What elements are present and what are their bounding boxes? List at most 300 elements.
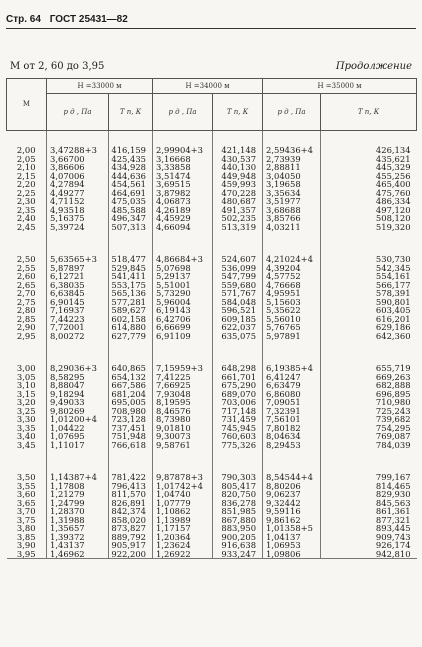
temperature-value: 465,400 [375, 179, 411, 189]
pressure-value: 9,01810 [156, 422, 191, 433]
temperature-value: 459,993 [221, 179, 257, 189]
mach-value: 3,80 [16, 523, 36, 533]
pressure-cell [263, 255, 321, 364]
pressure-cell [153, 473, 213, 559]
temperature-value: 577,281 [111, 296, 147, 307]
temperature-value: 905,917 [111, 540, 147, 550]
pressure-value: 7,93048 [156, 388, 191, 399]
mach-cell [7, 364, 47, 473]
mach-value: 2,15 [16, 170, 36, 181]
pressure-value: 8,46576 [156, 405, 191, 416]
pressure-value: 1,10862 [156, 506, 191, 516]
pressure-value: 1,11017 [50, 439, 85, 450]
temperature-cell [109, 146, 153, 255]
pressure-header: р д , Па [153, 94, 213, 131]
mach-value: 3,90 [16, 540, 36, 550]
pressure-value: 9,30073 [156, 431, 191, 441]
temperature-cell [109, 473, 153, 559]
temperature-value: 893,445 [375, 523, 411, 533]
pressure-value: 3,69515 [156, 179, 191, 189]
mach-value: 3,60 [16, 489, 36, 499]
temperature-value: 717,148 [221, 405, 257, 416]
temperature-value: 766,618 [111, 439, 147, 450]
pressure-value: 1,28370 [50, 506, 85, 516]
temperature-value: 933,247 [221, 548, 257, 559]
pressure-value: 6,63479 [266, 380, 301, 390]
pressure-value: 5,35622 [266, 305, 301, 315]
temperature-value: 480,687 [221, 196, 257, 206]
temperature-value: 648,298 [221, 363, 257, 373]
table-body [7, 131, 417, 559]
temperature-value: 430,537 [221, 153, 257, 164]
pressure-value: 3,35634 [266, 187, 301, 198]
pressure-value: 2,99904+3 [156, 145, 203, 155]
pressure-value: 1,35657 [50, 523, 85, 533]
temperature-value: 775,326 [221, 439, 257, 450]
temperature-value: 805,417 [221, 480, 257, 491]
table-row [7, 364, 417, 473]
pressure-value: 4,45929 [156, 213, 191, 223]
pressure-cell [153, 146, 213, 255]
temperature-value: 553,175 [111, 279, 147, 290]
temperature-value: 508,120 [375, 213, 411, 223]
pressure-value: 7,66925 [156, 380, 191, 390]
temperature-value: 861,361 [375, 506, 411, 516]
temperature-value: 739,682 [375, 414, 411, 424]
pressure-value: 4,27894 [50, 179, 85, 189]
mach-value: 3,25 [16, 405, 36, 416]
mach-value: 2,00 [16, 145, 36, 155]
pressure-value: 3,68688 [266, 204, 301, 215]
temperature-value: 754,295 [375, 422, 411, 433]
pressure-value: 5,51001 [156, 279, 191, 290]
temperature-cell [321, 146, 417, 255]
mach-cell [7, 146, 47, 255]
temperature-value: 845,563 [375, 497, 411, 508]
temperature-value: 900,205 [221, 531, 257, 542]
mach-value: 3,75 [16, 514, 36, 525]
pressure-value: 6,86080 [266, 388, 301, 399]
temperature-value: 616,201 [375, 313, 411, 324]
temperature-value: 635,075 [221, 330, 257, 341]
temperature-value: 470,228 [221, 187, 257, 198]
mach-value: 2,55 [16, 262, 36, 273]
mach-value: 2,75 [16, 296, 36, 307]
pressure-value: 1,23624 [156, 540, 191, 550]
temperature-value: 440,130 [221, 162, 257, 172]
temperature-header: Т п, К [321, 94, 417, 131]
pressure-value: 5,56010 [266, 313, 301, 324]
temperature-value: 922,200 [111, 548, 147, 559]
pressure-value: 3,33858 [156, 162, 191, 172]
temperature-value: 596,521 [221, 305, 257, 315]
temperature-value: 444,636 [111, 170, 147, 181]
pressure-value: 9,18294 [50, 388, 85, 399]
temperature-value: 554,161 [375, 271, 411, 281]
pressure-value: 3,51474 [156, 170, 191, 181]
temperature-value: 751,948 [111, 431, 147, 441]
pressure-value: 9,49033 [50, 397, 85, 407]
temperature-value: 502,235 [221, 213, 257, 223]
mach-value: 2,80 [16, 305, 36, 315]
pressure-value: 7,56101 [266, 414, 301, 424]
pressure-value: 5,39724 [50, 221, 85, 232]
temperature-value: 696,895 [375, 388, 411, 399]
pressure-value: 2,73939 [266, 153, 301, 164]
temperature-value: 455,256 [375, 170, 411, 181]
temperature-value: 542,345 [375, 262, 411, 273]
mach-value: 3,10 [16, 380, 36, 390]
pressure-value: 4,26189 [156, 204, 191, 215]
altitude-header-3: Н =35000 м [263, 79, 417, 94]
mach-cell [7, 473, 47, 559]
pressure-value: 6,90145 [50, 296, 85, 307]
pressure-value: 5,87897 [50, 262, 85, 273]
temperature-value: 425,435 [111, 153, 147, 164]
range-label: М от 2, 60 до 3,95 [10, 61, 105, 72]
temperature-value: 682,888 [375, 380, 411, 390]
continuation-label: Продолжение [335, 61, 412, 72]
pressure-value: 1,06953 [266, 540, 301, 550]
pressure-value: 6,91109 [156, 330, 191, 341]
pressure-value: 4,03211 [266, 221, 301, 232]
temperature-value: 829,930 [375, 489, 411, 499]
table-row [7, 255, 417, 364]
temperature-value: 781,422 [111, 472, 147, 482]
temperature-value: 518,477 [111, 254, 147, 264]
pressure-value: 5,96004 [156, 296, 191, 307]
pressure-value: 6,12721 [50, 271, 85, 281]
temperature-value: 745,945 [221, 422, 257, 433]
temperature-value: 675,290 [221, 380, 257, 390]
pressure-value: 1,07779 [156, 497, 191, 508]
mach-value: 2,95 [16, 330, 36, 341]
temperature-value: 836,278 [221, 497, 257, 508]
temperature-value: 708,980 [111, 405, 147, 416]
mach-cell [7, 255, 47, 364]
pressure-value: 1,39372 [50, 531, 85, 542]
mach-value: 3,65 [16, 497, 36, 508]
temperature-value: 491,357 [221, 204, 257, 215]
temperature-value: 655,719 [375, 363, 411, 373]
temperature-value: 435,621 [375, 153, 411, 164]
pressure-value: 4,76668 [266, 279, 301, 290]
temperature-value: 449,948 [221, 170, 257, 181]
pressure-value: 8,19595 [156, 397, 191, 407]
temperature-value: 559,680 [221, 279, 257, 290]
mach-value: 2,05 [16, 153, 36, 164]
pressure-value: 8,00272 [50, 330, 85, 341]
temperature-value: 851,985 [221, 506, 257, 516]
temperature-value: 519,320 [375, 221, 411, 232]
temperature-value: 547,799 [221, 271, 257, 281]
temperature-value: 695,005 [111, 397, 147, 407]
temperature-cell [109, 364, 153, 473]
pressure-value: 4,07006 [50, 170, 85, 181]
temperature-value: 725,243 [375, 405, 411, 416]
mach-value: 2,20 [16, 179, 36, 189]
temperature-value: 603,405 [375, 305, 411, 315]
temperature-value: 426,134 [375, 145, 411, 155]
pressure-value: 1,21279 [50, 489, 85, 499]
temperature-value: 454,561 [111, 179, 147, 189]
temperature-cell [321, 364, 417, 473]
temperature-value: 541,411 [111, 271, 147, 281]
pressure-value: 9,59116 [266, 506, 301, 516]
temperature-value: 689,070 [221, 388, 257, 399]
temperature-value: 703,006 [221, 397, 257, 407]
pressure-value: 1,01742+4 [156, 480, 203, 491]
pressure-value: 8,88047 [50, 380, 85, 390]
temperature-header: Т п, К [213, 94, 263, 131]
col-mach-header: М [7, 79, 47, 131]
pressure-value: 4,66094 [156, 221, 191, 232]
temperature-value: 873,827 [111, 523, 147, 533]
mach-value: 3,50 [16, 472, 36, 482]
temperature-value: 602,158 [111, 313, 147, 324]
pressure-cell [47, 146, 109, 255]
temperature-cell [321, 473, 417, 559]
pressure-value: 1,31988 [50, 514, 85, 525]
pressure-value: 3,87982 [156, 187, 191, 198]
pressure-header: р д , Па [47, 94, 109, 131]
temperature-value: 507,313 [111, 221, 147, 232]
pressure-value: 7,32391 [266, 405, 301, 416]
temperature-value: 584,048 [221, 296, 257, 307]
pressure-value: 1,17808 [50, 480, 85, 491]
pressure-value: 8,54544+4 [266, 472, 314, 482]
temperature-value: 669,263 [375, 371, 411, 382]
mach-value: 2,40 [16, 213, 36, 223]
temperature-value: 445,329 [375, 162, 411, 172]
temperature-value: 826,891 [111, 497, 147, 508]
temperature-value: 590,801 [375, 296, 411, 307]
pressure-value: 1,20364 [156, 531, 191, 542]
temperature-cell [213, 364, 263, 473]
pressure-value: 7,09051 [266, 397, 301, 407]
pressure-value: 1,04137 [266, 531, 301, 542]
mach-value: 2,65 [16, 279, 36, 290]
temperature-value: 769,087 [375, 431, 411, 441]
temperature-value: 571,767 [221, 288, 257, 298]
pressure-value: 4,71152 [50, 196, 85, 206]
pressure-cell [47, 364, 109, 473]
temperature-value: 760,603 [221, 431, 257, 441]
pressure-value: 4,95951 [266, 288, 301, 298]
temperature-value: 799,167 [375, 472, 411, 482]
temperature-value: 536,099 [221, 262, 257, 273]
mach-value: 3,45 [16, 439, 36, 450]
temperature-cell [321, 255, 417, 364]
pressure-value: 9,87878+3 [156, 472, 203, 482]
pressure-value: 7,41225 [156, 371, 191, 382]
temperature-value: 796,413 [111, 480, 147, 491]
pressure-value: 1,46962 [50, 548, 85, 559]
pressure-value: 5,29137 [156, 271, 191, 281]
pressure-value: 7,72001 [50, 322, 85, 332]
pressure-cell [263, 364, 321, 473]
temperature-cell [213, 255, 263, 364]
pressure-value: 9,06237 [266, 489, 301, 499]
temperature-value: 475,760 [375, 187, 411, 198]
mach-value: 3,05 [16, 371, 36, 382]
pressure-value: 4,93518 [50, 204, 85, 215]
pressure-value: 5,76765 [266, 322, 301, 332]
pressure-value: 1,07695 [50, 431, 85, 441]
pressure-value: 1,01200+4 [50, 414, 97, 424]
pressure-value: 5,63565+3 [50, 254, 97, 264]
pressure-value: 3,04050 [266, 170, 301, 181]
temperature-header: Т п, К [109, 94, 153, 131]
temperature-cell [109, 255, 153, 364]
temperature-value: 784,039 [375, 439, 411, 450]
mach-value: 2,85 [16, 313, 36, 324]
mach-value: 3,40 [16, 431, 36, 441]
pressure-value: 1,04740 [156, 489, 191, 499]
mach-value: 2,70 [16, 288, 36, 298]
temperature-value: 416,159 [111, 145, 147, 155]
pressure-value: 6,63845 [50, 288, 85, 298]
pressure-value: 8,04634 [266, 431, 301, 441]
temperature-value: 497,120 [375, 204, 411, 215]
pressure-value: 4,06873 [156, 196, 191, 206]
pressure-value: 7,80182 [266, 422, 301, 433]
temperature-value: 814,465 [375, 480, 411, 491]
pressure-cell [47, 255, 109, 364]
mach-value: 2,25 [16, 187, 36, 198]
pressure-value: 6,38035 [50, 279, 85, 290]
pressure-value: 5,15603 [266, 296, 301, 307]
mach-value: 3,00 [16, 363, 36, 373]
table-row [7, 473, 417, 559]
temperature-value: 496,347 [111, 213, 147, 223]
pressure-value: 1,01358+5 [266, 523, 314, 533]
standard-code: ГОСТ 25431—82 [49, 14, 128, 25]
mach-value: 3,95 [16, 548, 36, 559]
temperature-value: 566,177 [375, 279, 411, 290]
temperature-value: 640,865 [111, 363, 147, 373]
page-number: Стр. 64 [6, 14, 41, 25]
mach-value: 2,50 [16, 254, 36, 264]
pressure-cell [153, 364, 213, 473]
temperature-cell [213, 473, 263, 559]
temperature-value: 867,880 [221, 514, 257, 525]
temperature-value: 820,750 [221, 489, 257, 499]
mach-value: 3,15 [16, 388, 36, 399]
pressure-value: 3,16668 [156, 153, 191, 164]
temperature-value: 529,845 [111, 262, 147, 273]
pressure-value: 8,29453 [266, 439, 301, 450]
pressure-value: 6,19385+4 [266, 363, 314, 373]
temperature-value: 578,391 [375, 288, 411, 298]
pressure-value: 1,04422 [50, 422, 85, 433]
pressure-value: 4,39204 [266, 262, 301, 273]
temperature-value: 513,319 [221, 221, 257, 232]
mach-value: 3,55 [16, 480, 36, 491]
temperature-value: 614,880 [111, 322, 147, 332]
pressure-value: 3,66700 [50, 153, 85, 164]
temperature-value: 464,691 [111, 187, 147, 198]
temperature-value: 609,185 [221, 313, 257, 324]
pressure-value: 8,58295 [50, 371, 85, 382]
pressure-value: 7,44223 [50, 313, 85, 324]
temperature-value: 486,334 [375, 196, 411, 206]
pressure-value: 2,59436+4 [266, 145, 314, 155]
pressure-value: 8,29036+3 [50, 363, 97, 373]
pressure-value: 4,21024+4 [266, 254, 314, 264]
temperature-value: 434,928 [111, 162, 147, 172]
pressure-value: 5,97891 [266, 330, 301, 341]
pressure-value: 1,14387+4 [50, 472, 97, 482]
temperature-value: 790,303 [221, 472, 257, 482]
pressure-value: 3,86606 [50, 162, 85, 172]
pressure-value: 9,32442 [266, 497, 301, 508]
pressure-value: 1,43137 [50, 540, 85, 550]
pressure-value: 1,24799 [50, 497, 85, 508]
pressure-cell [263, 146, 321, 255]
altitude-header-2: Н =34000 м [153, 79, 263, 94]
pressure-value: 6,42706 [156, 313, 191, 324]
mach-value: 2,35 [16, 204, 36, 215]
temperature-value: 629,186 [375, 322, 411, 332]
mach-value: 2,90 [16, 322, 36, 332]
temperature-value: 485,588 [111, 204, 147, 215]
table-row [7, 146, 417, 255]
temperature-value: 731,459 [221, 414, 257, 424]
pressure-value: 6,19143 [156, 305, 191, 315]
mach-value: 3,35 [16, 422, 36, 433]
temperature-value: 622,037 [221, 322, 257, 332]
mach-value: 2,30 [16, 196, 36, 206]
temperature-value: 877,321 [375, 514, 411, 525]
pressure-header: р д , Па [263, 94, 321, 131]
mach-value: 3,20 [16, 397, 36, 407]
pressure-cell [153, 255, 213, 364]
pressure-value: 9,86162 [266, 514, 301, 525]
temperature-value: 858,020 [111, 514, 147, 525]
atmosphere-table [6, 78, 417, 559]
altitude-header-1: Н =33000 м [47, 79, 153, 94]
temperature-value: 661,701 [221, 371, 257, 382]
pressure-value: 1,09806 [266, 548, 301, 559]
pressure-value: 6,66699 [156, 322, 191, 332]
temperature-value: 889,792 [111, 531, 147, 542]
temperature-value: 681,204 [111, 388, 147, 399]
temperature-value: 883,950 [221, 523, 257, 533]
page-header [6, 14, 134, 25]
temperature-value: 627,779 [111, 330, 147, 341]
temperature-value: 475,035 [111, 196, 147, 206]
pressure-cell [263, 473, 321, 559]
temperature-value: 842,374 [111, 506, 147, 516]
mach-value: 2,60 [16, 271, 36, 281]
temperature-value: 811,570 [111, 489, 147, 499]
temperature-value: 421,148 [221, 145, 257, 155]
pressure-value: 1,13989 [156, 514, 191, 525]
temperature-value: 926,174 [375, 540, 411, 550]
pressure-value: 3,47288+3 [50, 145, 97, 155]
pressure-value: 8,73980 [156, 414, 191, 424]
pressure-value: 2,88811 [266, 162, 301, 172]
pressure-value: 3,51977 [266, 196, 301, 206]
pressure-value: 9,80269 [50, 405, 85, 416]
temperature-value: 737,451 [111, 422, 147, 433]
pressure-value: 6,41247 [266, 371, 301, 382]
pressure-value: 7,15959+3 [156, 363, 203, 373]
mach-value: 2,10 [16, 162, 36, 172]
temperature-value: 942,810 [375, 548, 411, 559]
mach-value: 3,70 [16, 506, 36, 516]
